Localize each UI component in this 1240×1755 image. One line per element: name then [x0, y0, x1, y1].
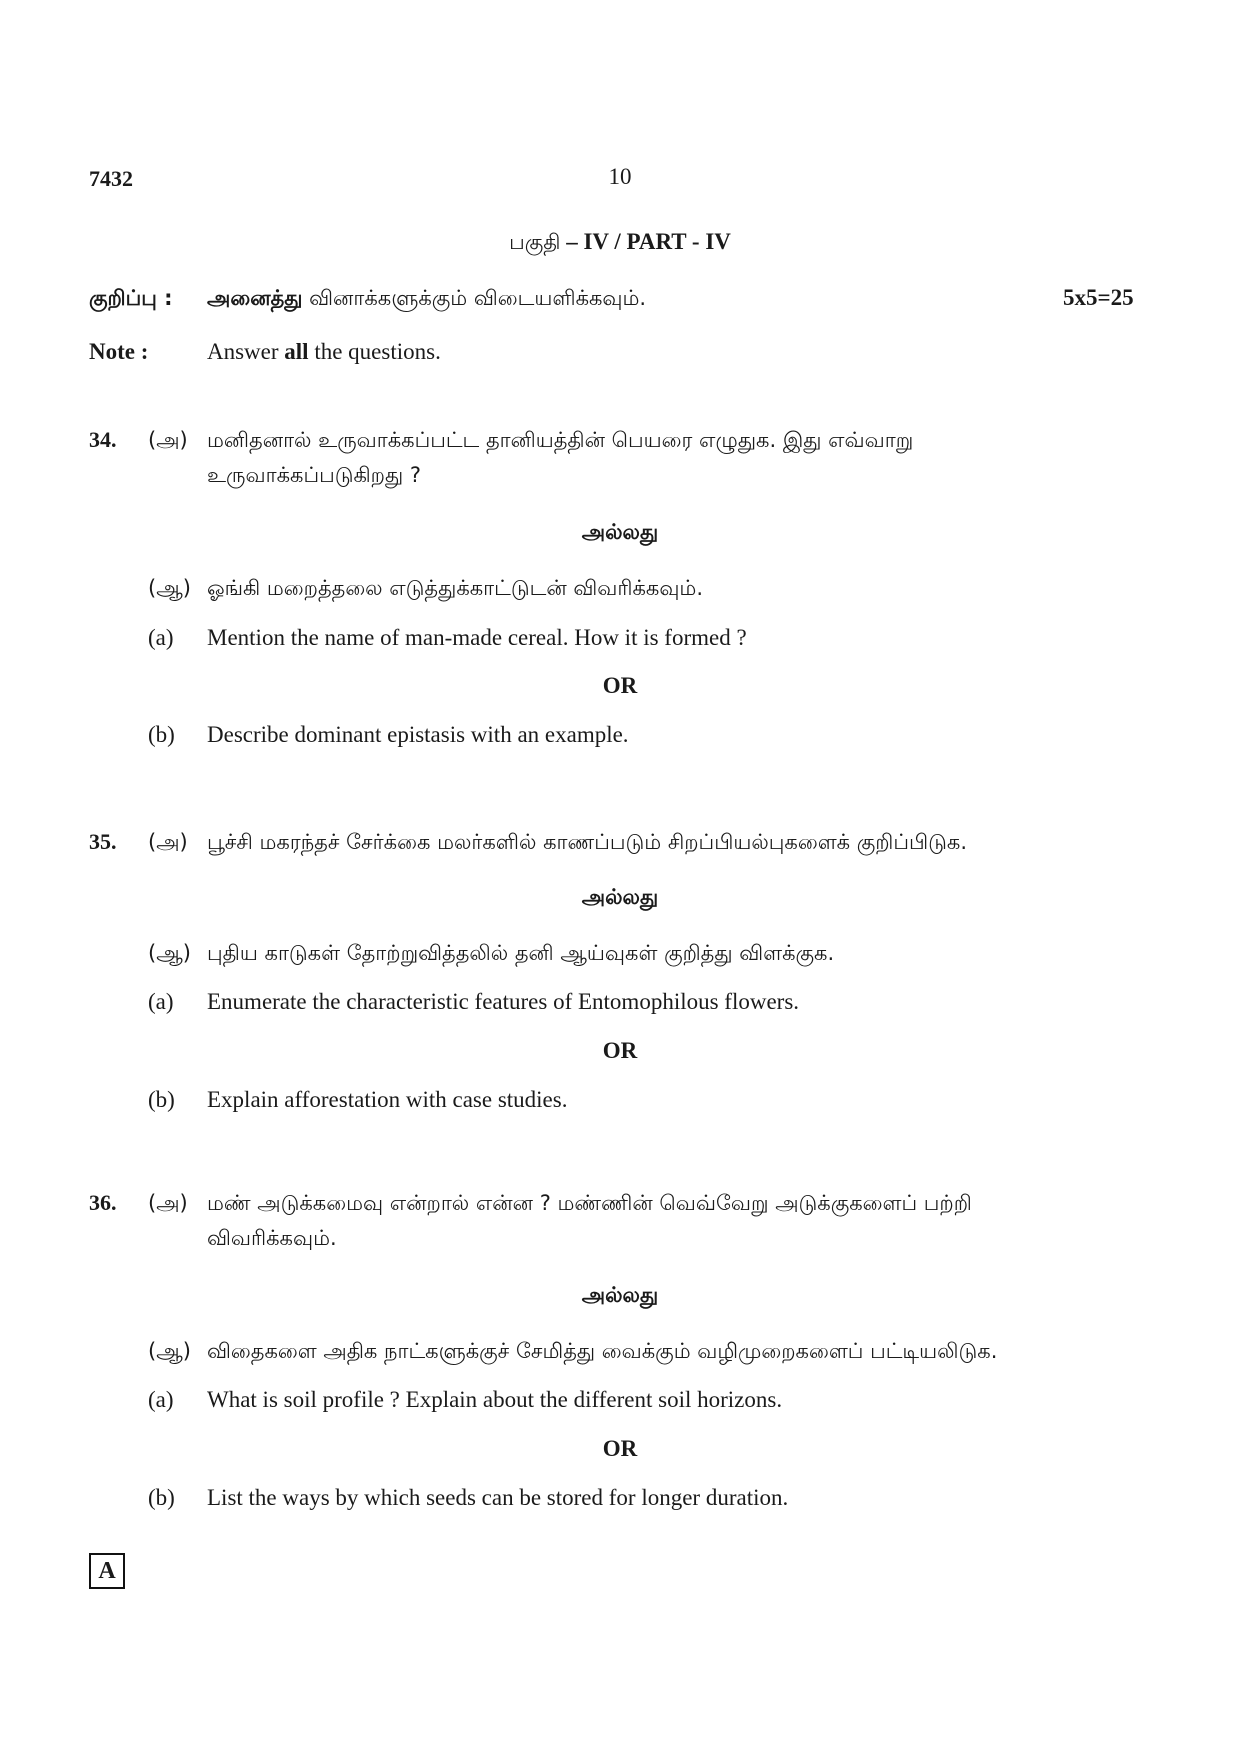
option-a-tamil-label: (அ): [148, 830, 188, 854]
option-b-tamil: ஓங்கி மறைத்தலை எடுத்துக்காட்டுடன் விவரிக்கவும்.: [207, 576, 704, 600]
marks-allocation: 5x5=25: [1063, 285, 1134, 310]
option-a-tamil-line1: மனிதனால் உருவாக்கப்பட்ட தானியத்தின் பெயரை எழுதுக. இது எவ்வாறு: [207, 428, 914, 452]
or-english: OR: [602, 1038, 638, 1063]
question-number: 35.: [89, 829, 117, 854]
option-a-tamil-line1: பூச்சி மகரந்தச் சேர்க்கை மலர்களில் காணப்படும் சிறப்பியல்புகளைக் குறிப்பிடுக.: [207, 830, 968, 854]
option-a-english-label: (a): [148, 989, 174, 1014]
option-a-english: What is soil profile ? Explain about the different soil horizons.: [207, 1387, 783, 1412]
note-label-english: Note :: [89, 339, 149, 364]
option-a-tamil-line2: உருவாக்கப்படுகிறது ?: [207, 463, 421, 487]
note-bold-tamil: அனைத்து: [207, 286, 303, 310]
note-rest-tamil: வினாக்களுக்கும் விடையளிக்கவும்.: [302, 286, 647, 310]
option-b-tamil: புதிய காடுகள் தோற்றுவித்தலில் தனி ஆய்வுகள் குறித்து விளக்குக.: [207, 941, 835, 965]
option-a-english: Enumerate the characteristic features of Entomophilous flowers.: [207, 989, 800, 1014]
option-b-english: Explain afforestation with case studies.: [207, 1087, 568, 1112]
or-english: OR: [602, 673, 638, 698]
option-a-tamil-line1: மண் அடுக்கமைவு என்றால் என்ன ? மண்ணின் வெவ்வேறு அடுக்குகளைப் பற்றி: [207, 1191, 972, 1215]
or-tamil: அல்லது: [581, 520, 659, 544]
page-number: 10: [608, 164, 632, 189]
option-a-tamil-label: (அ): [148, 1191, 188, 1215]
paper-code: 7432: [89, 166, 133, 191]
option-b-english-label: (b): [148, 1485, 175, 1510]
option-b-tamil-label: (ஆ): [148, 1339, 191, 1363]
note-pre-english: Answer: [207, 339, 285, 364]
question-number: 36.: [89, 1190, 117, 1215]
option-b-english: List the ways by which seeds can be stored for longer duration.: [207, 1485, 789, 1510]
option-b-tamil: விதைகளை அதிக நாட்களுக்குச் சேமித்து வைக்கும் வழிமுறைகளைப் பட்டியலிடுக.: [207, 1339, 998, 1363]
option-a-english-label: (a): [148, 1387, 174, 1412]
option-b-tamil-label: (ஆ): [148, 941, 191, 965]
note-bold-english: all: [284, 339, 309, 364]
part-heading: [0, 229, 1240, 257]
or-tamil: அல்லது: [581, 885, 659, 909]
part-heading-tamil: பகுதி: [509, 230, 561, 254]
version-box: A: [89, 1553, 125, 1589]
option-a-english-label: (a): [148, 625, 174, 650]
part-heading-sep: –: [560, 229, 584, 254]
option-a-tamil-line2: விவரிக்கவும்.: [207, 1226, 337, 1250]
option-b-english-label: (b): [148, 1087, 175, 1112]
option-b-english: Describe dominant epistasis with an example.: [207, 722, 629, 747]
note-text-tamil: [207, 286, 646, 313]
note-label-tamil: குறிப்பு :: [89, 286, 173, 310]
option-b-tamil-label: (ஆ): [148, 576, 191, 600]
option-a-english: Mention the name of man-made cereal. How it is formed ?: [207, 625, 747, 650]
option-b-english-label: (b): [148, 722, 175, 747]
note-text-english: [207, 339, 441, 365]
option-a-tamil-label: (அ): [148, 428, 188, 452]
or-english: OR: [602, 1436, 638, 1461]
question-number: 34.: [89, 427, 117, 452]
note-post-english: the questions.: [308, 339, 441, 364]
part-heading-english: IV / PART - IV: [583, 229, 731, 254]
or-tamil: அல்லது: [581, 1283, 659, 1307]
